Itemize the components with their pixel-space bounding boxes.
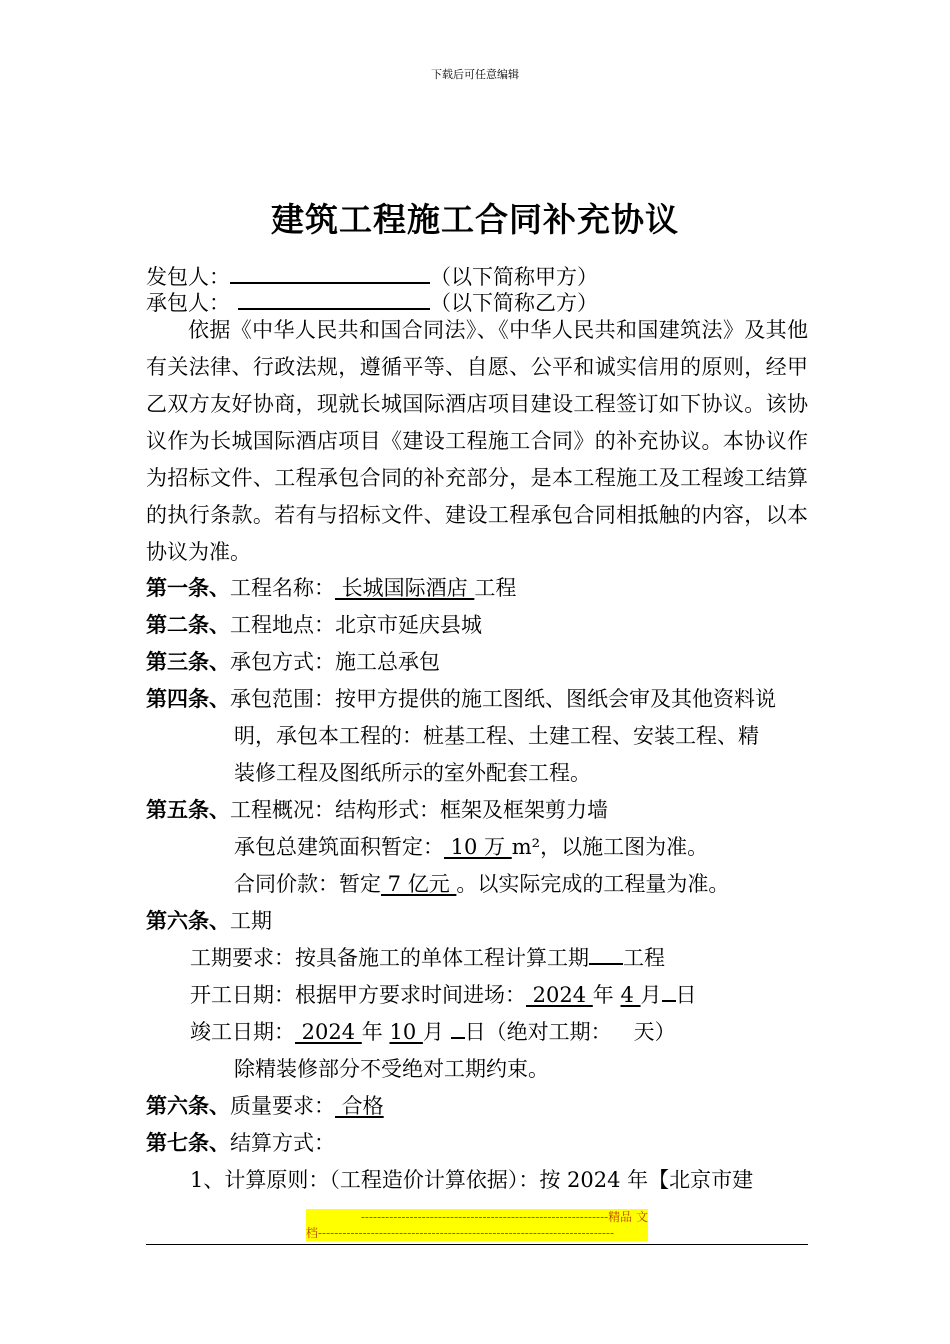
article-4-line-2: 明，承包本工程的：桩基工程、土建工程、安装工程、精: [234, 724, 759, 748]
end-date: [190, 1019, 676, 1045]
employer-suffix: （以下简称甲方）: [430, 265, 598, 289]
end-date-suffix: 日（绝对工期：: [464, 1020, 612, 1044]
footer-line-1: -------------------------------------------------------------精品 文: [360, 1210, 648, 1224]
schedule-req-suffix: 工程: [623, 946, 665, 970]
article-4-line-1: 承包范围：按甲方提供的施工图纸、图纸会审及其他资料说: [230, 687, 776, 711]
article-6b-label: 第六条、: [146, 1093, 230, 1118]
price-suffix: 。以实际完成的工程量为准。: [456, 872, 730, 896]
article-5-line-1: 工程概况：结构形式：框架及框架剪力墙: [230, 798, 608, 822]
end-day-blank: [451, 1019, 465, 1039]
start-month: 4: [620, 983, 641, 1007]
article-1-label: 第一条、: [146, 575, 230, 600]
start-date: [190, 982, 697, 1008]
article-7-text: 结算方式：: [230, 1131, 335, 1155]
contractor-blank: [238, 290, 430, 310]
footer-line-2: 档-------------------------------------------------------------------------: [306, 1226, 614, 1240]
article-7: [146, 1130, 335, 1156]
end-month: 10: [389, 1020, 423, 1044]
end-year: 2024: [295, 1020, 362, 1044]
employer-blank: [230, 264, 430, 284]
start-date-prefix: 开工日期：根据甲方要求时间进场：: [190, 983, 526, 1007]
article-3-label: 第三条、: [146, 649, 230, 674]
footer-watermark: [306, 1209, 648, 1241]
area-value: 10 万: [444, 835, 512, 859]
article-4: [146, 686, 776, 712]
article-6-label: 第六条、: [146, 908, 230, 933]
start-year: 2024: [526, 983, 593, 1007]
employer-line: [146, 264, 598, 290]
article-3: [146, 649, 440, 675]
article-4-line-3: 装修工程及图纸所示的室外配套工程。: [234, 761, 591, 785]
price-value: 7 亿元: [381, 872, 457, 896]
article-2-text: 工程地点：北京市延庆县城: [230, 613, 482, 637]
document-title: 建筑工程施工合同补充协议: [271, 200, 679, 239]
article-7-label: 第七条、: [146, 1130, 230, 1155]
quality-prefix: 质量要求：: [230, 1094, 335, 1118]
schedule-note: 除精装修部分不受绝对工期约束。: [234, 1057, 549, 1081]
intro-paragraph: 依据《中华人民共和国合同法》、《中华人民共和国建筑法》及其他有关法律、行政法规，遵循平等、自愿、公平和诚实信用的原则，经甲乙双方友好协商，现就长城国际酒店项目建设工程签订如下协议。该协议作为长城国际酒店项目《建设工程施工合同》的补充协议。本协议作为招标文件、工程承包合同的补充部分，是本工程施工及工程竣工结算的执行条款。若有与招标文件、建设工程承包合同相抵触的内容，以本协议为准。: [146, 318, 808, 564]
area-suffix: m²，以施工图为准。: [511, 835, 709, 859]
contractor-suffix: （以下简称乙方）: [430, 291, 598, 315]
footer-divider: [146, 1244, 808, 1245]
article-3-text: 承包方式：施工总承包: [230, 650, 440, 674]
end-year-unit: 年: [361, 1020, 383, 1044]
schedule-req-prefix: 工期要求：按具备施工的单体工程计算工期: [190, 946, 589, 970]
article-1-text: 工程名称：: [230, 576, 335, 600]
start-day-unit: 日: [675, 983, 697, 1007]
schedule-requirement: [190, 945, 665, 971]
article-2-label: 第二条、: [146, 612, 230, 637]
end-month-unit: 月: [422, 1020, 444, 1044]
area-prefix: 承包总建筑面积暂定：: [234, 835, 444, 859]
employer-label: 发包人：: [146, 265, 230, 289]
start-year-unit: 年: [592, 983, 614, 1007]
schedule-req-blank: [589, 945, 623, 965]
header-note: 下载后可任意编辑: [431, 68, 519, 81]
start-month-unit: 月: [640, 983, 662, 1007]
article-1-suffix: 工程: [474, 576, 517, 600]
article-5-area: [234, 834, 708, 860]
article-1: [146, 575, 516, 601]
absolute-days: 天）: [633, 1020, 676, 1044]
article-2: [146, 612, 482, 638]
article-6b: [146, 1093, 384, 1119]
start-day-blank: [662, 982, 676, 1002]
end-date-prefix: 竣工日期：: [190, 1020, 295, 1044]
contractor-label: 承包人：: [146, 291, 230, 315]
article-5-label: 第五条、: [146, 797, 230, 822]
settlement-item-1: 1、计算原则：（工程造价计算依据）：按 2024 年【北京市建: [190, 1168, 754, 1192]
article-5: [146, 797, 608, 823]
article-5-price: [234, 871, 729, 897]
article-4-label: 第四条、: [146, 686, 230, 711]
project-name: 长城国际酒店: [335, 576, 475, 600]
article-6-text: 工期: [230, 909, 272, 933]
price-prefix: 合同价款：暂定: [234, 872, 381, 896]
article-6: [146, 908, 272, 934]
quality-value: 合格: [335, 1094, 384, 1118]
